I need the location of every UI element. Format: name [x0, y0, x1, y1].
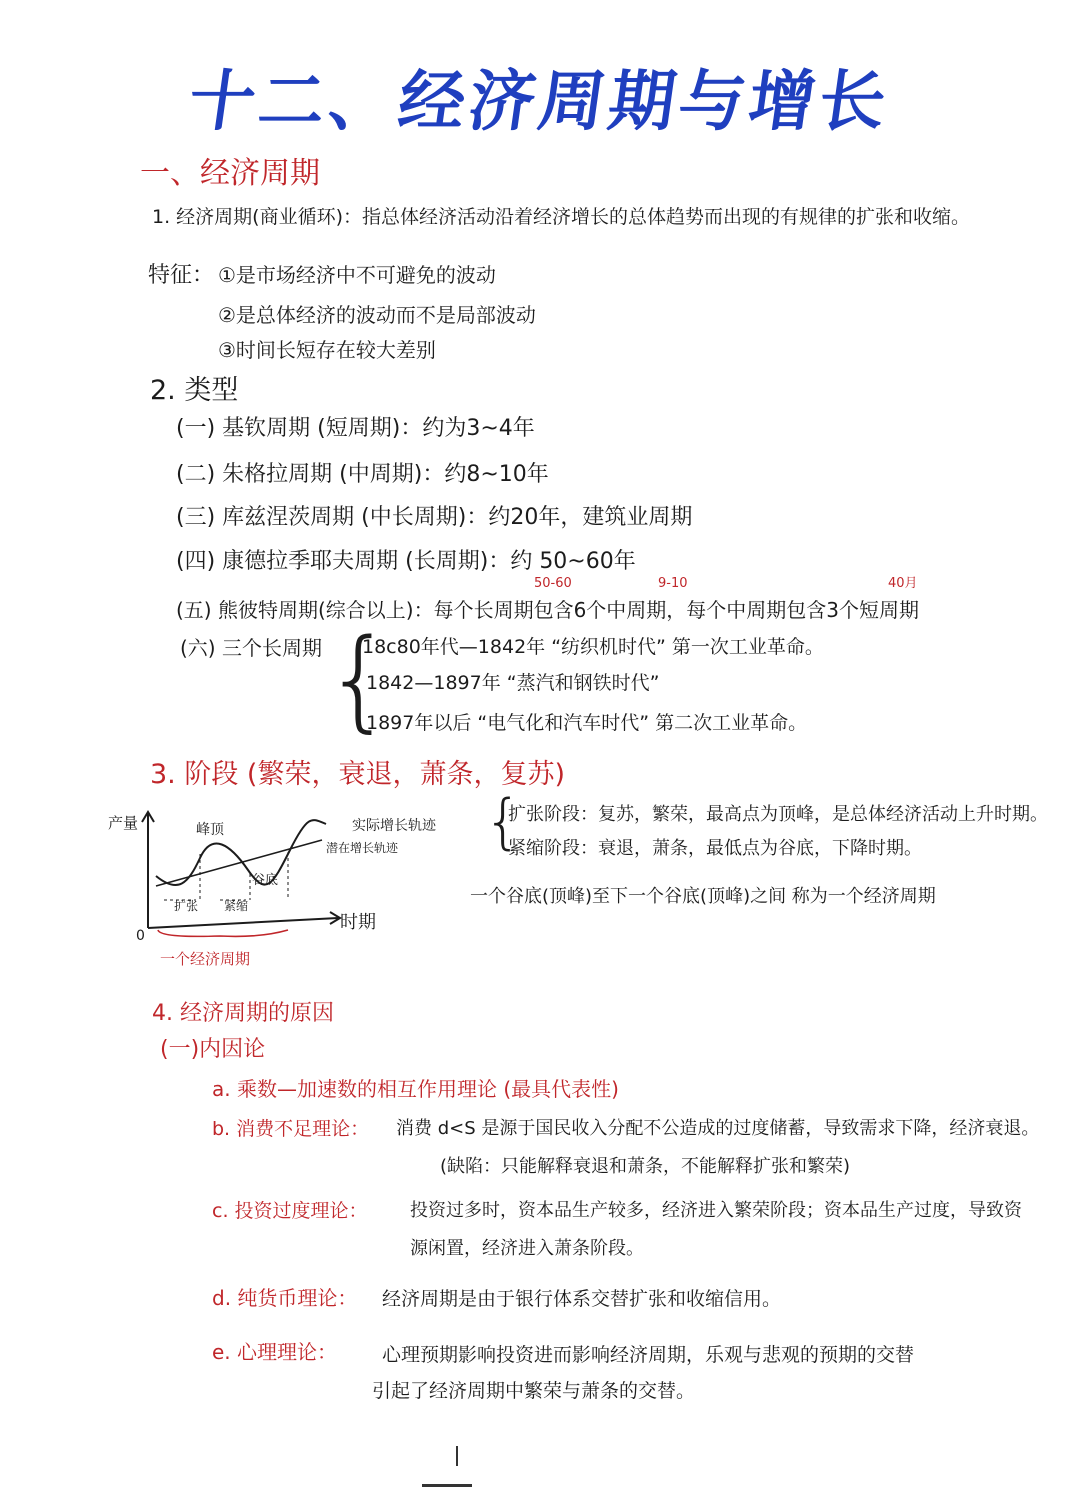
annotation-note: 50-60 [534, 576, 572, 591]
causes-heading: 4. 经济周期的原因 [152, 1001, 334, 1026]
actual-growth-curve [156, 820, 326, 885]
annotation-note: 9-10 [658, 576, 688, 591]
potential-growth-label: 潜在增长轨迹 [326, 841, 399, 855]
cause-text: 投资过多时，资本品生产较多，经济进入繁荣阶段；资本品生产过度，导致资 [410, 1200, 1022, 1221]
long-cycle-item: 18c80年代—1842年 “纺织机时代” 第一次工业革命。 [362, 636, 824, 658]
x-axis [148, 918, 338, 928]
phases-heading: 3. 阶段 (繁荣，衰退，萧条，复苏) [150, 759, 565, 790]
cause-label: e. 心理理论： [212, 1340, 338, 1364]
phase-note: 一个谷底(顶峰)至下一个谷底(顶峰)之间 称为一个经济周期 [470, 886, 936, 907]
cause-text: 经济周期是由于银行体系交替扩张和收缩信用。 [382, 1288, 782, 1310]
expansion-label: 扩张 [174, 899, 199, 913]
economic-cycle-chart [100, 800, 480, 980]
type-item: (四) 康德拉季耶夫周期 (长周期)：约 50~60年 [176, 549, 636, 574]
contraction-label: 紧缩 [224, 899, 249, 913]
origin-label: 0 [136, 928, 145, 944]
feature-item: ③时间长短存在较大差别 [218, 338, 436, 362]
brace-icon: { [484, 787, 523, 857]
long-cycle-item: 1842—1897年 “蒸汽和钢铁时代” [366, 672, 660, 694]
page-mark [456, 1446, 458, 1466]
cause-text: 引起了经济周期中繁荣与萧条的交替。 [372, 1380, 696, 1402]
cycle-brace [158, 930, 288, 936]
annotation-note: 40月 [888, 576, 918, 591]
feature-item: ①是市场经济中不可避免的波动 [218, 263, 496, 287]
features-label: 特征： [148, 263, 215, 288]
types-heading: 2. 类型 [150, 375, 239, 406]
feature-item: ②是总体经济的波动而不是局部波动 [218, 303, 536, 327]
long-cycles-label: (六) 三个长周期 [180, 636, 322, 660]
trough-label: 谷底 [252, 873, 279, 888]
causes-subheading: (一)内因论 [160, 1037, 266, 1062]
definition-text: 1. 经济周期(商业循环)：指总体经济活动沿着经济增长的总体趋势而出现的有规律的扩张和收缩。 [152, 206, 970, 228]
long-cycle-item: 1897年以后 “电气化和汽车时代” 第二次工业革命。 [366, 712, 808, 734]
type-item: (五) 熊彼特周期(综合以上)：每个长周期包含6个中周期，每个中周期包含3个短周期 [176, 598, 920, 622]
brace-icon: { [324, 615, 394, 743]
cause-text: 心理预期影响投资进而影响经济周期，乐观与悲观的预期的交替 [382, 1344, 915, 1366]
page-title: 十二、经济周期与增长 [183, 63, 895, 140]
section-heading-economic-cycle: 一、经济周期 [140, 156, 320, 191]
type-item: (三) 库兹涅茨周期 (中长周期)：约20年，建筑业周期 [176, 505, 693, 530]
x-axis-label: 时期 [340, 912, 376, 933]
type-item: (一) 基钦周期 (短周期)：约为3~4年 [176, 416, 535, 441]
cause-text: 消费 d<S 是源于国民收入分配不公造成的过度储蓄，导致需求下降，经济衰退。 [396, 1118, 1040, 1139]
cause-text: (缺陷：只能解释衰退和萧条，不能解释扩张和繁荣) [440, 1156, 851, 1177]
one-cycle-label: 一个经济周期 [160, 950, 251, 968]
peak-label: 峰顶 [196, 822, 224, 838]
phase-note: 扩张阶段：复苏，繁荣，最高点为顶峰，是总体经济活动上升时期。 [508, 804, 1048, 825]
cause-label: d. 纯货币理论： [212, 1286, 358, 1310]
potential-growth-line [156, 840, 322, 886]
cause-label: a. 乘数—加速数的相互作用理论 (最具代表性) [212, 1077, 619, 1101]
actual-growth-label: 实际增长轨迹 [352, 818, 436, 834]
type-item: (二) 朱格拉周期 (中周期)：约8~10年 [176, 462, 549, 487]
page-mark [422, 1484, 472, 1487]
phase-note: 紧缩阶段：衰退，萧条，最低点为谷底，下降时期。 [508, 838, 922, 859]
y-axis-label: 产量 [108, 814, 139, 832]
cause-text: 源闲置，经济进入萧条阶段。 [410, 1238, 644, 1259]
cause-label: b. 消费不足理论： [212, 1118, 370, 1140]
cause-label: c. 投资过度理论： [212, 1200, 368, 1222]
